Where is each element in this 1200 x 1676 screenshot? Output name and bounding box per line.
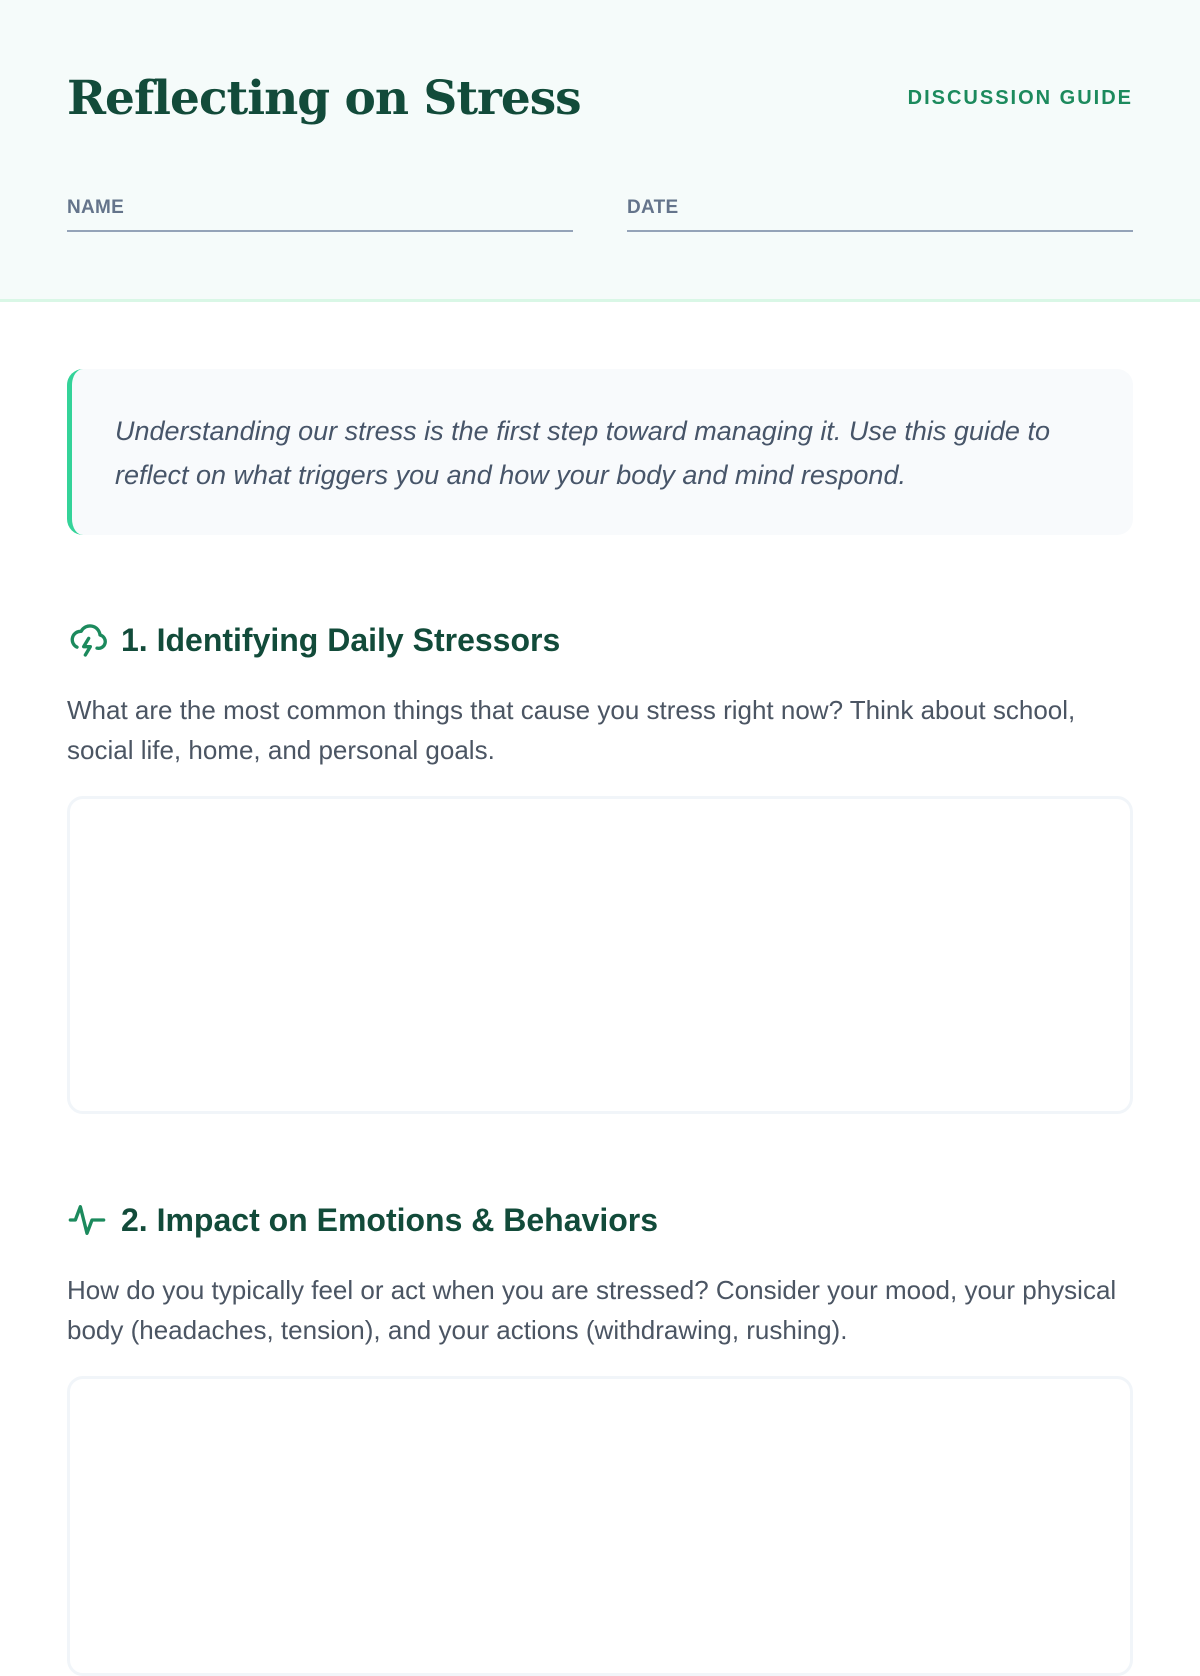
date-input[interactable] — [627, 190, 1133, 230]
page-title: Reflecting on Stress — [67, 71, 581, 126]
section-1-answer-box[interactable] — [67, 796, 1133, 1114]
section-2-heading-text: 2. Impact on Emotions & Behaviors — [121, 1201, 658, 1238]
section-2-answer-box[interactable] — [67, 1376, 1133, 1676]
name-field-label: NAME — [67, 197, 125, 218]
date-field[interactable] — [627, 190, 1133, 232]
intro-text: Understanding our stress is the first step toward managing it. Use this guide to reflect on what triggers you and how your body and mind respond. — [115, 416, 1050, 490]
section-2-title — [67, 1198, 658, 1242]
date-field-label: DATE — [627, 197, 679, 218]
section-1-heading-text: 1. Identifying Daily Stressors — [121, 621, 561, 658]
intro-callout — [67, 369, 1133, 535]
activity-pulse-icon — [67, 1200, 107, 1240]
section-1-title — [67, 618, 560, 662]
section-2-description: How do you typically feel or act when you are stressed? Consider your mood, your physical body (headaches, tension), and your actions (withdrawing, rushing). — [67, 1275, 1117, 1345]
section-1-description: What are the most common things that cause you stress right now? Think about school, social life, home, and personal goals. — [67, 695, 1076, 765]
cloud-lightning-icon — [67, 620, 107, 660]
page-header — [0, 0, 1200, 302]
name-input[interactable] — [67, 190, 573, 230]
discussion-guide-badge: DISCUSSION GUIDE — [907, 87, 1133, 109]
name-field[interactable] — [67, 190, 573, 232]
